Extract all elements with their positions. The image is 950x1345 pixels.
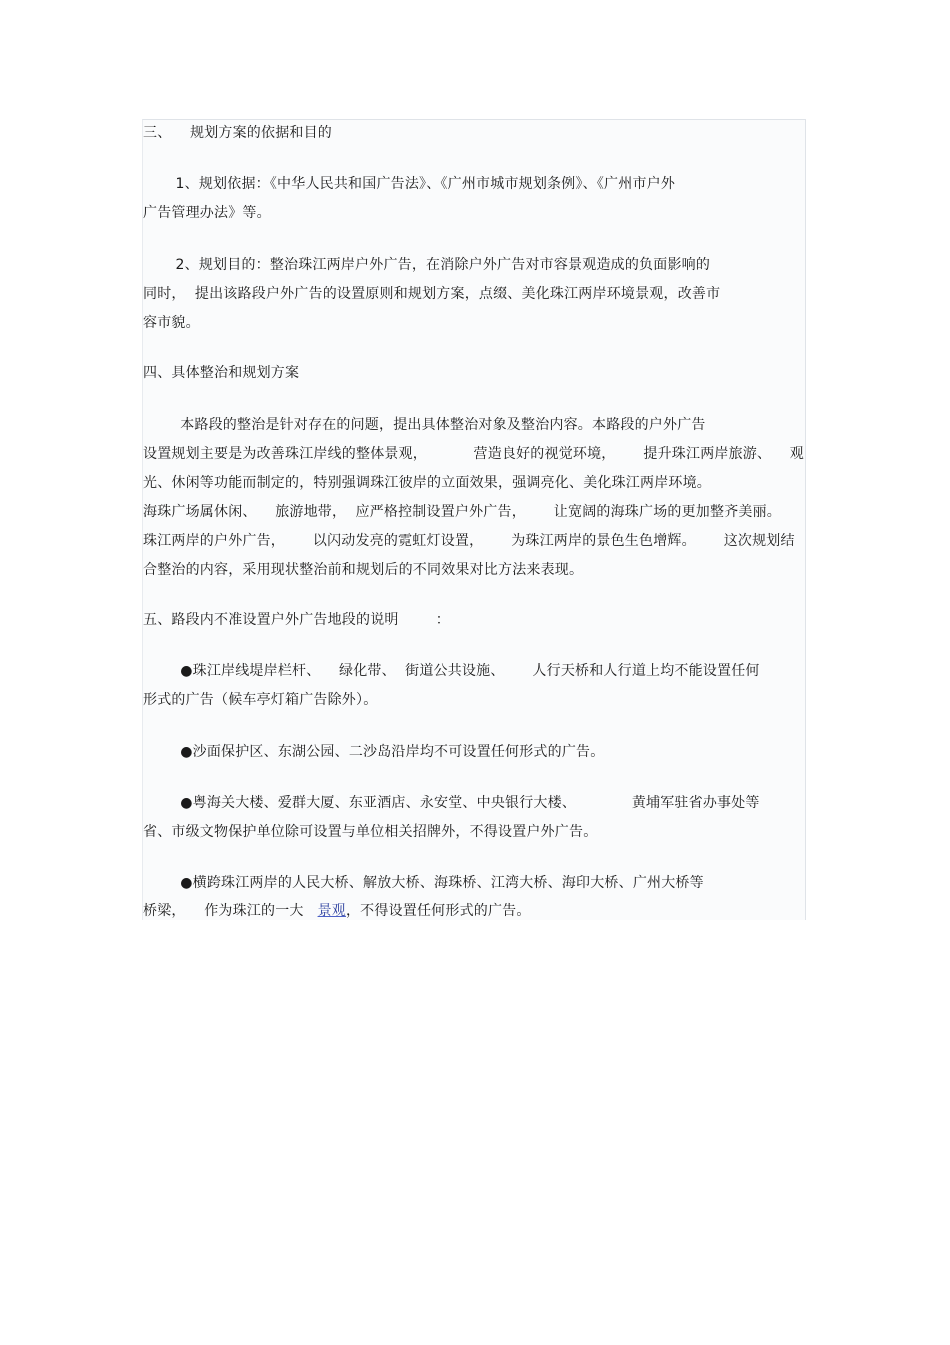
paragraph-line: 广告管理办法》等。 [143,205,271,221]
bullet-line: ●横跨珠江两岸的人民大桥、解放大桥、海珠桥、江湾大桥、海印大桥、广州大桥等 [143,875,704,891]
bullet-line: ●珠江岸线堤岸栏杆、 绿化带、 街道公共设施、 人行天桥和人行道上均不能设置任何 [143,663,760,679]
paragraph-line: 同时， 提出该路段户外广告的设置原则和规划方案，点缀、美化珠江两岸环境景观，改善市 [143,286,721,302]
paragraph-line: 容市貌。 [143,315,200,331]
paragraph-line: 光、休闲等功能而制定的，特别强调珠江彼岸的立面效果，强调亮化、美化珠江两岸环境。 [143,475,711,491]
bullet-line: ●沙面保护区、东湖公园、二沙岛沿岸均不可设置任何形式的广告。 [143,744,605,760]
paragraph-line: 2、规划目的：整治珠江两岸户外广告，在消除户外广告对市容景观造成的负面影响的 [143,257,711,273]
heading-5: 五、路段内不准设置户外广告地段的说明 ： [143,612,451,628]
paragraph-line: 1、规划依据：《中华人民共和国广告法》、《广州市城市规划条例》、《广州市户外 [143,176,676,192]
text-after-link: ，不得设置任何形式的广告。 [345,903,531,919]
paragraph-line: 本路段的整治是针对存在的问题，提出具体整治对象及整治内容。本路段的户外广告 [143,417,706,433]
heading-4: 四、具体整治和规划方案 [143,365,300,381]
paragraph-line: 珠江两岸的户外广告， 以闪动发亮的霓虹灯设置， 为珠江两岸的景色生色增辉。 这次规划结 [143,533,795,549]
jingguan-link[interactable]: 景观 [317,903,346,919]
heading-3: 三、 规划方案的依据和目的 [143,125,332,141]
paragraph-line: 合整治的内容，采用现状整治前和规划后的不同效果对比方法来表现。 [143,562,584,578]
paragraph-line-with-link [143,901,531,921]
bullet-line: ●粤海关大楼、爱群大厦、东亚酒店、永安堂、中央银行大楼、 黄埔军驻省办事处等 [143,795,760,811]
paragraph-line: 形式的广告（候车亭灯箱广告除外）。 [143,692,378,708]
paragraph-line: 海珠广场属休闲、 旅游地带， 应严格控制设置户外广告， 让宽阔的海珠广场的更加整齐美丽。 [143,504,781,520]
paragraph-line: 省、市级文物保护单位除可设置与单位相关招牌外，不得设置户外广告。 [143,824,598,840]
paragraph-line: 设置规划主要是为改善珠江岸线的整体景观， 营造良好的视觉环境， 提升珠江两岸旅游、 观 [143,446,805,462]
text-before-link: 桥梁， 作为珠江的一大 [143,903,318,919]
